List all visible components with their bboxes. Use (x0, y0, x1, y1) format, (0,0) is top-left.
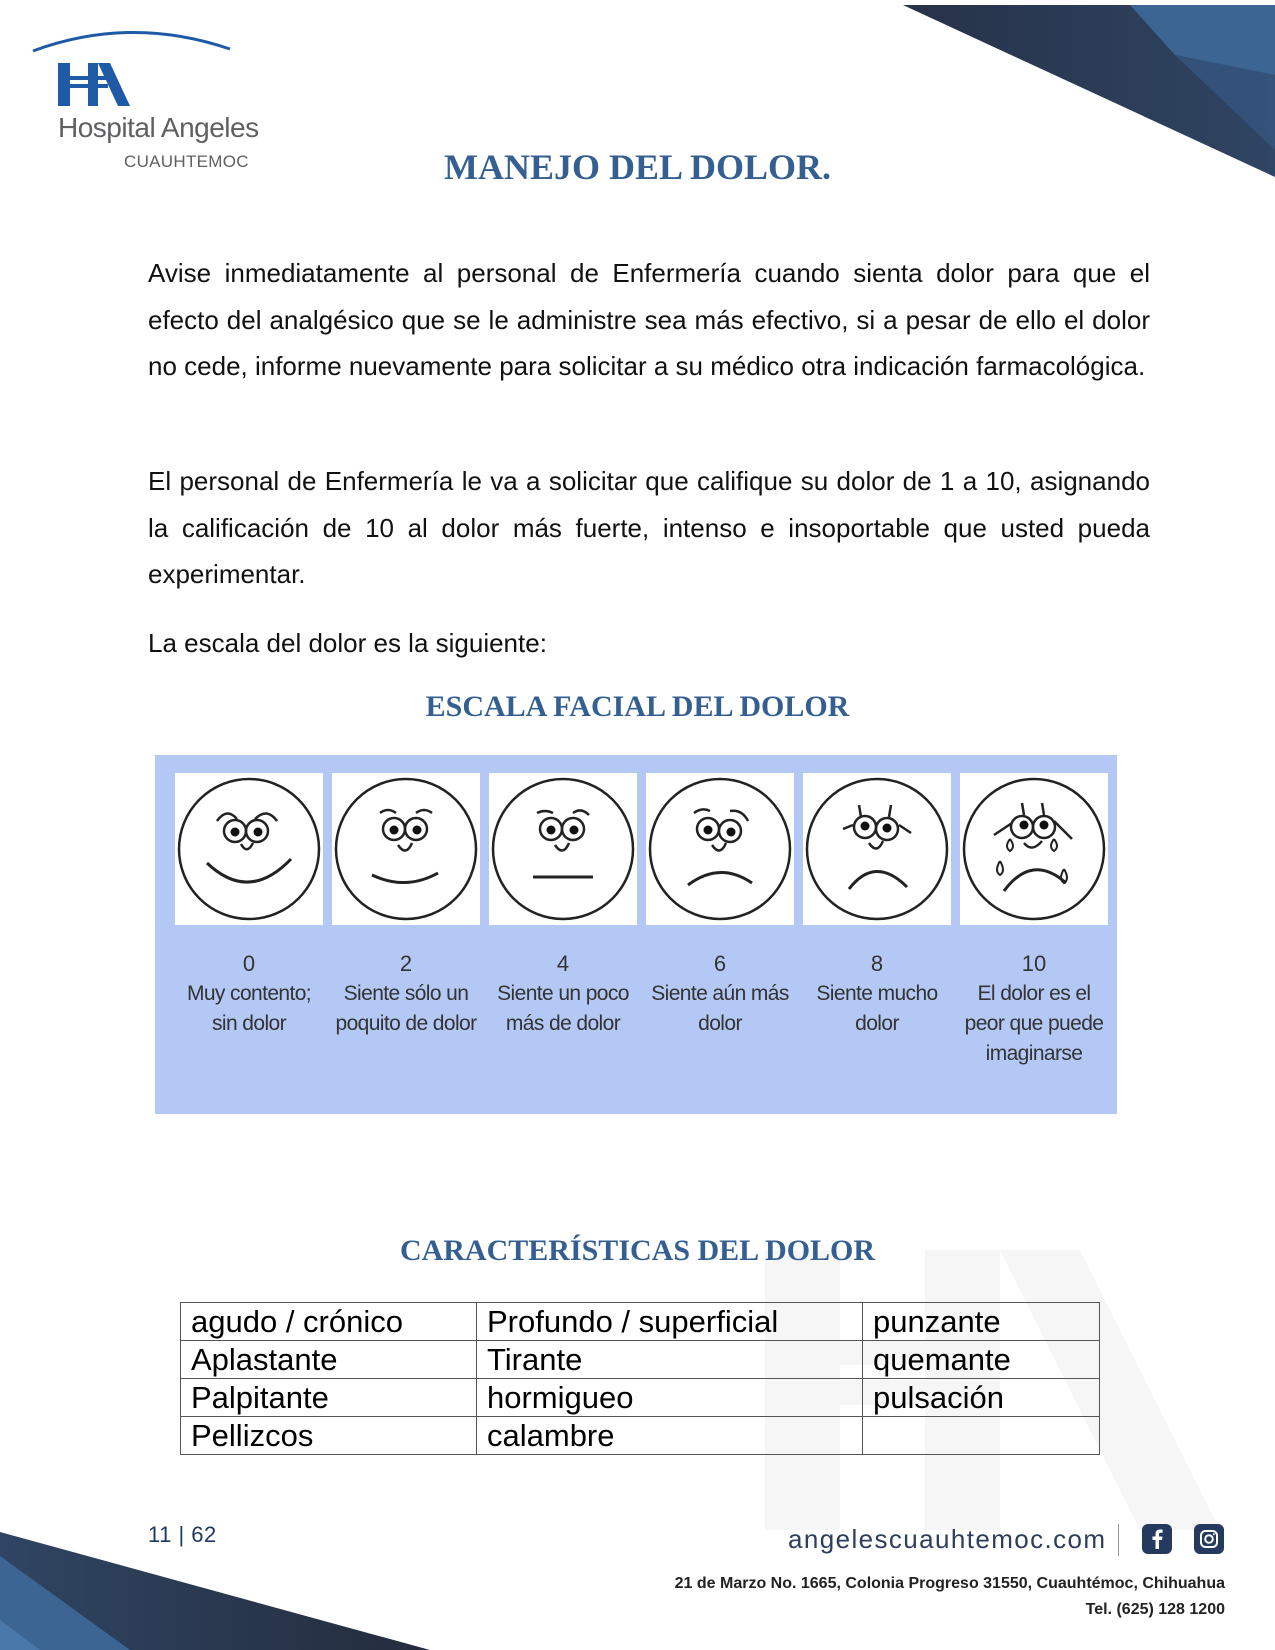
face-item-6 (646, 773, 794, 1039)
characteristics-table (180, 1302, 1100, 1455)
face-value: 10 (1021, 951, 1047, 976)
facebook-icon[interactable] (1142, 1524, 1172, 1554)
very-happy-face-icon (175, 773, 323, 925)
table-cell: agudo / crónico (181, 1303, 477, 1341)
crying-face-icon (960, 773, 1108, 925)
footer-address: 21 de Marzo No. 1665, Colonia Progreso 31550, Cuauhtémoc, Chihuahua (674, 1575, 1225, 1592)
paragraph-rating-instructions: El personal de Enfermería le va a solicitar que califique su dolor de 1 a 10, asignando la calificación de 10 al dolor más fuerte, intenso e insoportable que usted pueda experimentar. (148, 466, 1150, 589)
table-cell: Tirante (477, 1341, 863, 1379)
table-cell: Aplastante (181, 1341, 477, 1379)
table-cell: hormigueo (477, 1379, 863, 1417)
face-item-8 (803, 773, 951, 1039)
table-row (181, 1379, 1100, 1417)
happy-face-icon (332, 773, 480, 925)
page-title: MANEJO DEL DOLOR. (443, 147, 832, 187)
table-cell: Pellizcos (181, 1417, 477, 1455)
table-cell: calambre (477, 1417, 863, 1455)
footer-phone: Tel. (625) 128 1200 (1085, 1601, 1225, 1618)
face-label: El dolor es el peor que puede imaginarse (964, 982, 1104, 1065)
instagram-icon[interactable] (1194, 1524, 1224, 1554)
face-item-4 (489, 773, 637, 1039)
face-item-2 (332, 773, 480, 1039)
very-sad-face-icon (803, 773, 951, 925)
table-cell: punzante (863, 1303, 1100, 1341)
face-label: Siente aún más dolor (651, 982, 789, 1035)
footer-divider (1118, 1524, 1119, 1556)
table-cell: Profundo / superficial (477, 1303, 863, 1341)
logo-name: Hospital Angeles (58, 112, 259, 143)
face-value: 4 (556, 951, 570, 976)
neutral-face-icon (489, 773, 637, 925)
decorative-corner-bottom-left (0, 1480, 700, 1650)
table-cell: quemante (863, 1341, 1100, 1379)
sad-face-icon (646, 773, 794, 925)
table-row (181, 1417, 1100, 1455)
face-label: Siente un poco más de dolor (497, 982, 629, 1035)
logo-city: CUAUHTEMOC (124, 152, 249, 171)
face-label: Muy contento; sin dolor (186, 982, 312, 1035)
face-item-0 (175, 773, 323, 1039)
paragraph-notify-nursing: Avise inmediatamente al personal de Enfermería cuando sienta dolor para que el efecto del analgésico que se le administre sea más efectivo, si a pesar de ello el dolor no cede, informe nuevamente para solicitar a su médico otra indicación farmacológica. (148, 258, 1150, 381)
face-value: 2 (399, 951, 413, 976)
facial-pain-scale (155, 755, 1117, 1114)
paragraph-scale-intro: La escala del dolor es la siguiente: (148, 628, 547, 658)
page-number: 11 | 62 (148, 1522, 217, 1547)
website-link[interactable]: angelescuauhtemoc.com (788, 1524, 1107, 1554)
characteristics-heading: CARACTERÍSTICAS DEL DOLOR (399, 1234, 876, 1267)
face-value: 6 (713, 951, 727, 976)
table-cell: pulsación (863, 1379, 1100, 1417)
table-cell: Palpitante (181, 1379, 477, 1417)
table-row (181, 1341, 1100, 1379)
table-cell (863, 1417, 1100, 1455)
face-item-10 (960, 773, 1108, 1069)
face-label: Siente sólo un poquito de dolor (335, 982, 477, 1035)
face-value: 8 (870, 951, 884, 976)
table-row (181, 1303, 1100, 1341)
scale-heading: ESCALA FACIAL DEL DOLOR (425, 690, 850, 723)
face-label: Siente mucho dolor (816, 982, 938, 1035)
face-value: 0 (242, 951, 256, 976)
